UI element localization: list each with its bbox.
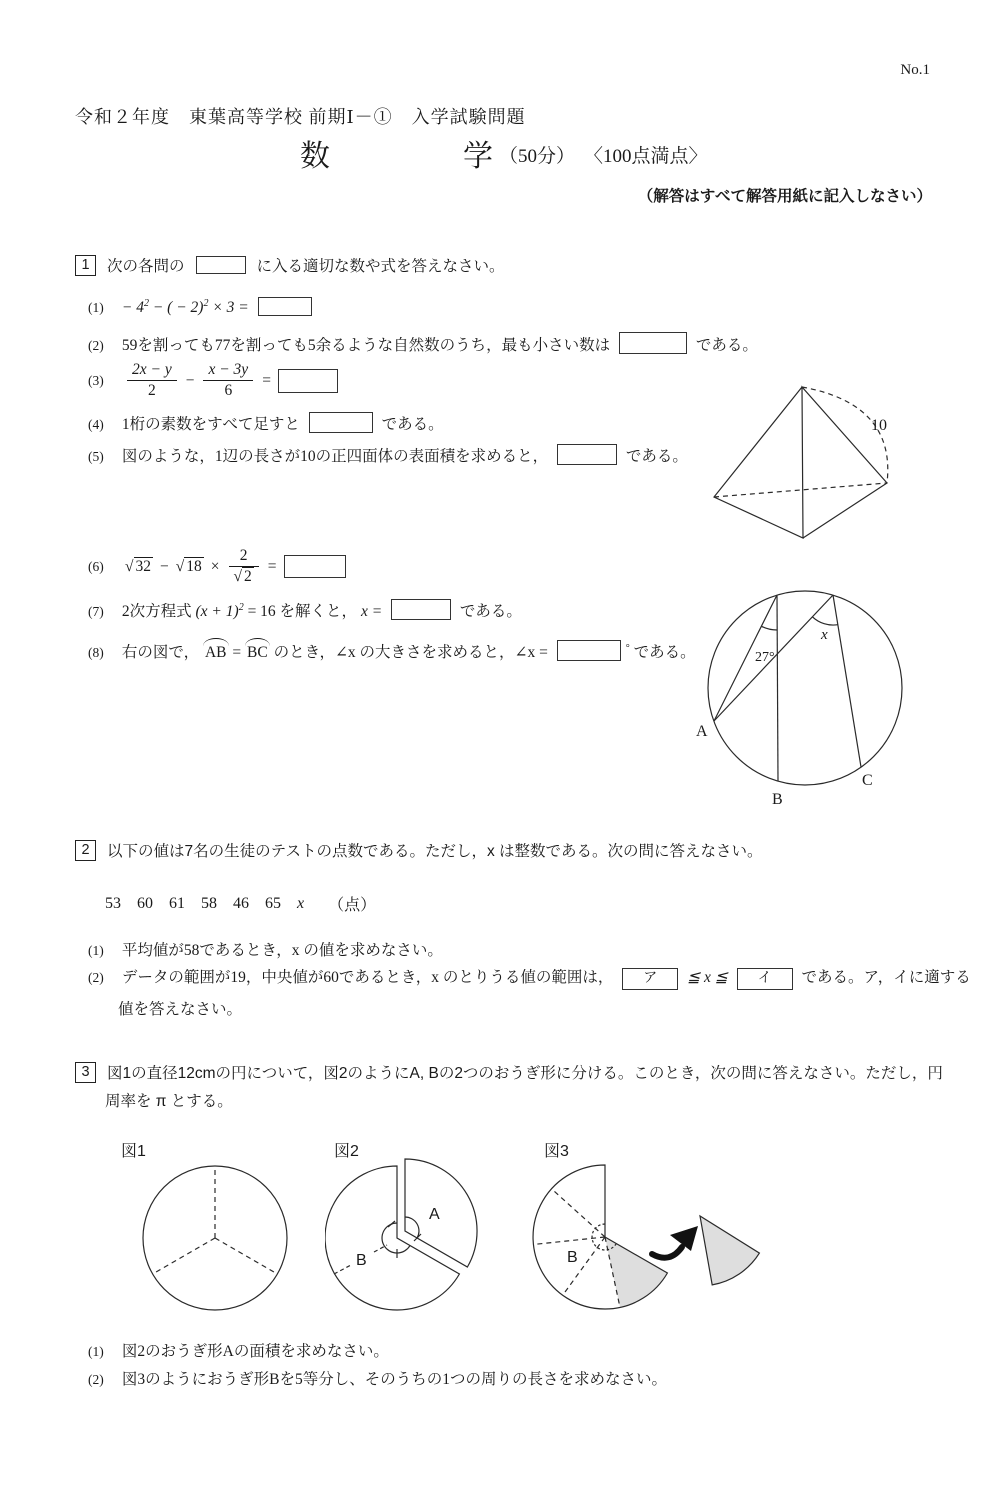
q1-item-4-text-after: である。 [381, 416, 444, 433]
q1-item-4-answer-box [309, 412, 373, 433]
q1-prompt-post: に入る適切な数や式を答えなさい。 [256, 258, 505, 275]
q1-item-8-label: (8) [88, 645, 104, 660]
q2-number-box: 2 [75, 840, 96, 861]
q1-item-7-text: 2次方程式 [121, 603, 192, 620]
score-value-x: x [297, 894, 305, 912]
q1-item-8-answer-box [557, 640, 621, 661]
answer-box-a: ア [622, 968, 678, 990]
point-a-label: A [696, 723, 708, 740]
q1-item-8-text: 右の図で， [121, 644, 200, 661]
q2-item-2 [88, 965, 971, 990]
q1-item-5-label: (5) [88, 449, 104, 464]
score-value: 61 [169, 894, 185, 912]
equals-sign: = [232, 644, 242, 661]
q1-item-7-equation: $(x + 1)^2$ [195, 601, 244, 620]
angle-x-label: x [821, 627, 828, 643]
q1-item-7-label: (7) [88, 604, 104, 619]
q1-item-4-label: (4) [88, 417, 104, 432]
q1-item-5-text-after: である。 [625, 448, 688, 465]
equals-sign: = [267, 557, 277, 575]
q2-item-2-label: (2) [88, 970, 104, 985]
point-c-label: C [862, 772, 873, 789]
q1-item-2-label: (2) [88, 338, 104, 353]
q2-header [75, 839, 763, 861]
q2-item-2-text: データの範囲が19，中央値が60であるとき，x のとりうる値の範囲は， [121, 969, 614, 986]
arc-BC: BC [247, 644, 268, 661]
q2-score-list [105, 892, 376, 915]
score-value: 46 [233, 894, 249, 912]
fig2-sector-a-label: A [429, 1206, 440, 1223]
sqrt-18: √ 18 [175, 557, 202, 575]
times-operator: × [210, 557, 220, 575]
q1-item-2-answer-box [619, 332, 687, 354]
tetrahedron-figure [690, 368, 920, 553]
q1-header [75, 254, 505, 276]
q1-item-2-text: 59を割っても77を割っても5余るような自然数のうち，最も小さい数は [121, 337, 611, 354]
exam-title: 令和２年度 東葉高等学校 前期Ⅰ－① 入学試験問題 [75, 107, 526, 127]
subject-char-1: 数 [300, 140, 330, 173]
q1-item-7-text-mid: = 16 を解くと， [247, 603, 358, 620]
q1-item-3 [88, 361, 338, 400]
q1-item-8-text-mid: のとき，∠x の大きさを求めると，∠x = [273, 644, 548, 661]
q3-header [75, 1061, 943, 1083]
q3-item-2-label: (2) [88, 1372, 104, 1387]
q3-item-2-text: 図3のようにおうぎ形Bを5等分し、そのうちの1つの周りの長さを求めなさい。 [121, 1371, 667, 1388]
q1-item-1 [88, 297, 317, 317]
q1-item-1-answer-box [258, 297, 312, 316]
q2-item-2-text-after: である。ア，イに適する [801, 969, 971, 986]
q1-blank-box-sample [196, 256, 246, 274]
fig3-label: 図3 [544, 1143, 569, 1160]
score-unit: （点） [328, 897, 377, 914]
fig3-divided-sector [530, 1150, 790, 1320]
fig1-circle [125, 1158, 315, 1318]
q1-item-4-text: 1桁の素数をすべて足すと [121, 416, 300, 433]
fig2-sector-b-label: B [356, 1252, 367, 1269]
angle-27-label: 27° [755, 650, 775, 665]
fraction: $\frac{2x - y}{2}$ [127, 361, 177, 400]
full-marks: 〈100点満点〉 [584, 146, 708, 167]
q1-item-7 [88, 599, 522, 621]
q1-item-5 [88, 444, 688, 466]
fraction: $\frac{x - 3y}{6}$ [203, 361, 253, 400]
q1-item-2 [88, 332, 758, 355]
arc-AB: AB [204, 644, 227, 661]
q1-item-5-answer-box [557, 444, 617, 465]
q1-item-8 [88, 640, 696, 662]
q2-prompt: 以下の値は7名の生徒のテストの点数である。ただし，x は整数である。次の問に答えなさい。 [107, 843, 763, 860]
fig3-sector-b-label: B [567, 1249, 578, 1266]
exam-duration: （50分） [499, 146, 576, 167]
q1-item-2-text-after: である。 [695, 337, 758, 354]
answer-sheet-note: （解答はすべて解答用紙に記入しなさい） [637, 188, 932, 205]
q1-item-6-answer-box [284, 555, 346, 578]
q2-item-1-label: (1) [88, 943, 104, 958]
inequality: ≦ x ≦ [687, 969, 728, 986]
q1-item-7-answer-box [391, 599, 451, 620]
q2-item-1 [88, 938, 443, 960]
fig2-label: 図2 [334, 1143, 359, 1160]
q3-prompt-line1: 図1の直径12cmの円について，図2のようにA, Bの2つのおうぎ形に分ける。このとき，次の問に答えなさい。ただし，円 [107, 1065, 943, 1082]
q1-item-3-answer-box [278, 369, 338, 393]
q1-prompt-pre: 次の各問の [107, 258, 185, 275]
page-number: No.1 [900, 62, 930, 78]
q1-item-3-label: (3) [88, 372, 104, 388]
sqrt-32: √ 32 [125, 557, 152, 575]
subject-char-2: 学 [463, 140, 493, 173]
q3-number-box: 3 [75, 1062, 96, 1083]
q1-item-4 [88, 412, 444, 434]
point-b-label: B [772, 791, 783, 808]
q2-item-1-text: 平均値が58であるとき，x の値を求めなさい。 [121, 942, 443, 959]
q1-item-8-text-after: である。 [633, 644, 696, 661]
q1-item-5-text: 図のような，1辺の長さが10の正四面体の表面積を求めると， [121, 448, 549, 465]
x-equals: x = [360, 603, 383, 620]
score-value: 53 [105, 894, 121, 912]
degree-sign: ° [625, 642, 630, 654]
q3-item-1 [88, 1339, 389, 1361]
q3-item-1-label: (1) [88, 1344, 104, 1359]
fig2-sectors [325, 1155, 490, 1320]
score-value: 65 [265, 894, 281, 912]
q1-number-box: 1 [75, 255, 96, 276]
q1-item-6-label: (6) [88, 558, 104, 574]
q1-item-7-text-after: である。 [459, 603, 522, 620]
q1-item-1-expression: − $4^2$ − ( − 2)$^2$ × 3 = [121, 297, 249, 316]
inscribed-angle-figure [693, 583, 918, 813]
q2-item-2-continued: 値を答えなさい。 [118, 1001, 243, 1018]
tetrahedron-edge-length-label: 10 [871, 417, 887, 434]
q3-item-2 [88, 1367, 667, 1389]
q3-prompt-line2: 周率を π とする。 [105, 1093, 233, 1110]
answer-box-i: イ [737, 968, 793, 990]
q3-item-1-text: 図2のおうぎ形Aの面積を求めなさい。 [121, 1343, 389, 1360]
score-value: 58 [201, 894, 217, 912]
equals-sign: = [262, 371, 271, 389]
fig1-label: 図1 [121, 1143, 146, 1160]
q1-item-6 [88, 547, 346, 586]
q1-item-1-label: (1) [88, 300, 104, 315]
minus-operator: − [185, 371, 195, 389]
minus-operator: − [160, 557, 169, 575]
fraction: $\frac{2}{√ 2}$ [229, 547, 259, 586]
score-value: 60 [137, 894, 153, 912]
